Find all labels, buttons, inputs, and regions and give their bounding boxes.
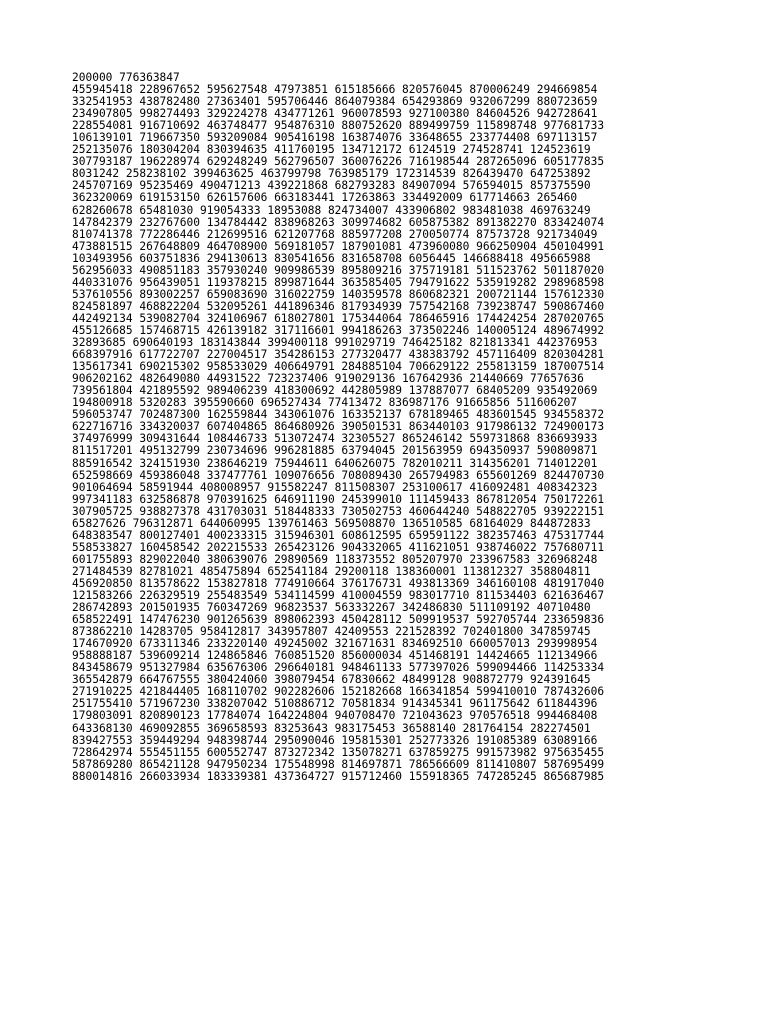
text-line: 562956033 490851183 357930240 909986539 895809216 375719181 511523762 501187020 bbox=[72, 263, 605, 277]
text-line: 374976999 309431644 108446733 513072474 32305527 865246142 559731868 836693933 bbox=[72, 432, 598, 446]
text-line: 252135076 180304204 830394635 411760195 134712172 6124519 274528741 124523619 bbox=[72, 143, 591, 157]
text-line: 32893685 690640193 183143844 399400118 991029719 746425182 821813341 442376953 bbox=[72, 336, 598, 350]
text-line: 537610556 893002257 659083690 316022759 140359578 860682321 200721144 157612330 bbox=[72, 287, 605, 301]
text-line: 332541953 438782480 27363401 595706446 864079384 654293869 932067299 880723659 bbox=[72, 95, 598, 109]
text-line: 596053747 702487300 162559844 343061076 163352137 678189465 483601545 934558372 bbox=[72, 408, 605, 422]
text-line: 839427553 359449294 948398744 295090046 195815301 252773326 191085389 63089166 bbox=[72, 733, 598, 747]
text-line: 880014816 266033934 183339381 437364727 915712460 155918365 747285245 865687985 bbox=[72, 769, 605, 783]
text-line: 455126685 157468715 426139182 317116601 994186263 373502246 140005124 489674992 bbox=[72, 323, 605, 337]
text-line: 442492134 539082704 324106967 618027801 175344064 786465916 174424254 287020765 bbox=[72, 311, 605, 325]
text-line: 739561804 421895592 989406239 418300692 442805989 137887077 68405209 935492069 bbox=[72, 384, 598, 398]
text-line: 587869280 865421128 947950234 175548998 814697871 786566609 811410807 587695499 bbox=[72, 757, 605, 771]
text-line: 728642974 555451155 600552747 873272342 135078271 637859275 991573982 975635455 bbox=[72, 745, 605, 759]
text-line: 245707169 95235469 490471213 439221868 682793283 84907094 576594015 857375590 bbox=[72, 179, 591, 193]
text-line: 558533827 160458542 202215533 265423126 904332065 411621051 938746022 757680711 bbox=[72, 540, 605, 554]
text-line: 365542879 664767555 380424060 398079454 67830662 48499128 908872779 924391645 bbox=[72, 673, 591, 687]
text-line: 307793187 196228974 629248249 562796507 360076226 716198544 287265096 605177835 bbox=[72, 155, 605, 169]
text-line: 271910225 421844405 168110702 902282606 152182668 166341854 599410010 787432606 bbox=[72, 685, 605, 699]
text-line: 456920850 813578622 153827818 774910664 376176731 493813369 346160108 481917040 bbox=[72, 576, 605, 590]
text-line: 179803091 820890123 17784074 164224804 940708470 721043623 970576518 994468408 bbox=[72, 709, 598, 723]
text-line: 234907805 998274493 329224278 434771261 960078593 927100380 84604526 942728641 bbox=[72, 107, 598, 121]
text-line: 271484539 82781021 485475894 652541184 29200118 138360001 113812327 358804811 bbox=[72, 564, 591, 578]
text-line: 824581897 468822204 532095261 441896346 817934939 757542168 739238747 590867460 bbox=[72, 299, 605, 313]
text-line: 601755893 829022040 380639076 29890569 118373552 805207970 233967583 326968248 bbox=[72, 552, 598, 566]
text-line: 658522491 147476230 901265639 898062393 450428112 509919537 592705744 233659836 bbox=[72, 613, 605, 627]
text-line: 362320069 619153150 626157606 663183441 17263863 334492009 617714663 265460 bbox=[72, 191, 578, 205]
text-line: 103493956 603751836 294130613 830541656 831658708 6056445 146688418 495665988 bbox=[72, 251, 591, 265]
text-line: 106139101 719667350 593209084 905416198 163874076 33648655 233774408 697113157 bbox=[72, 131, 598, 145]
text-line: 906202162 482649080 44931522 723237406 919029136 167642936 21440669 77657636 bbox=[72, 372, 584, 386]
text-line: 251755410 571967230 338207042 510886712 70581834 914345341 961175642 611844396 bbox=[72, 697, 598, 711]
text-line: 307905725 938827378 431703031 518448333 730502753 460644240 548822705 939222151 bbox=[72, 504, 605, 518]
text-line: 958888187 539609214 124865846 760851520 856000034 451468191 14424665 112134966 bbox=[72, 649, 598, 663]
text-line: 873862210 14283705 958412817 343957807 42409553 221528392 702401800 347859745 bbox=[72, 625, 591, 639]
text-line: 228554081 916710692 463748477 954876310 880752620 889499759 115898748 977681733 bbox=[72, 119, 605, 133]
text-line: 811517201 495132799 230734696 996281885 63794045 201563959 694350937 590809871 bbox=[72, 444, 598, 458]
text-line: 643368130 469092855 369658593 83253643 983175453 36588140 281764154 282274501 bbox=[72, 721, 591, 735]
text-line: 473881515 267648809 464708900 569181057 187901081 473960080 966250904 450104991 bbox=[72, 239, 605, 253]
text-line: 843458679 951327984 635676306 296640181 948461133 577397026 599094466 114253334 bbox=[72, 661, 605, 675]
text-line: 997341183 632586878 970391625 646911190 245399010 111459433 867812054 750172261 bbox=[72, 492, 605, 506]
text-line: 440331076 956439051 119378215 899871644 363585405 794791622 535919282 298968598 bbox=[72, 275, 605, 289]
text-line: 121583266 226329519 255483549 534114599 410004559 983017710 811534403 621636467 bbox=[72, 589, 605, 603]
number-text-block bbox=[72, 72, 604, 783]
text-line: 147842379 232767600 134784442 838968263 309974682 605875382 891382270 833424074 bbox=[72, 215, 605, 229]
text-line: 455945418 228967652 595627548 47973851 615185666 820576045 870006249 294669854 bbox=[72, 83, 598, 97]
text-line: 652598669 459386048 337477761 109076656 708089430 265794983 655601269 824470730 bbox=[72, 468, 605, 482]
text-line: 8031242 258238102 399463625 463799798 763985179 172314539 826439470 647253892 bbox=[72, 167, 591, 181]
text-line: 194800918 5320283 395590660 696527434 77413472 836987176 91665856 511606207 bbox=[72, 396, 578, 410]
text-line: 668397916 617722707 227004517 354286153 277320477 438383792 457116409 820304281 bbox=[72, 348, 605, 362]
text-line: 901064694 58591944 408008957 915582247 811508307 253100617 416092481 408342323 bbox=[72, 480, 598, 494]
text-line: 200000 776363847 bbox=[72, 71, 180, 84]
text-line: 648383547 800127401 400233315 315946301 608612595 659591122 382357463 475317744 bbox=[72, 528, 605, 542]
text-line: 628260678 65481030 919054333 18953088 824734007 433906802 983481038 469763249 bbox=[72, 203, 591, 217]
text-line: 622716716 334320037 607404865 864680926 390501531 863440103 917986132 724900173 bbox=[72, 420, 605, 434]
text-line: 174670920 673311346 233220140 49245002 321671631 834692510 660057013 293998954 bbox=[72, 637, 598, 651]
text-line: 885916542 324151930 238646219 75944611 640626075 782010211 314356201 714012201 bbox=[72, 456, 598, 470]
text-line: 65827626 796312871 644060995 139761463 569508870 136510585 68164029 844872833 bbox=[72, 516, 591, 530]
text-line: 810741378 772286446 212699516 621207768 885977208 270050774 87573728 921734049 bbox=[72, 227, 598, 241]
text-line: 135617341 690215302 958533029 406649791 284885104 706629122 255813159 187007514 bbox=[72, 360, 605, 374]
text-line: 286742893 201501935 760347269 96823537 563332267 342486830 511109192 40710480 bbox=[72, 601, 591, 615]
